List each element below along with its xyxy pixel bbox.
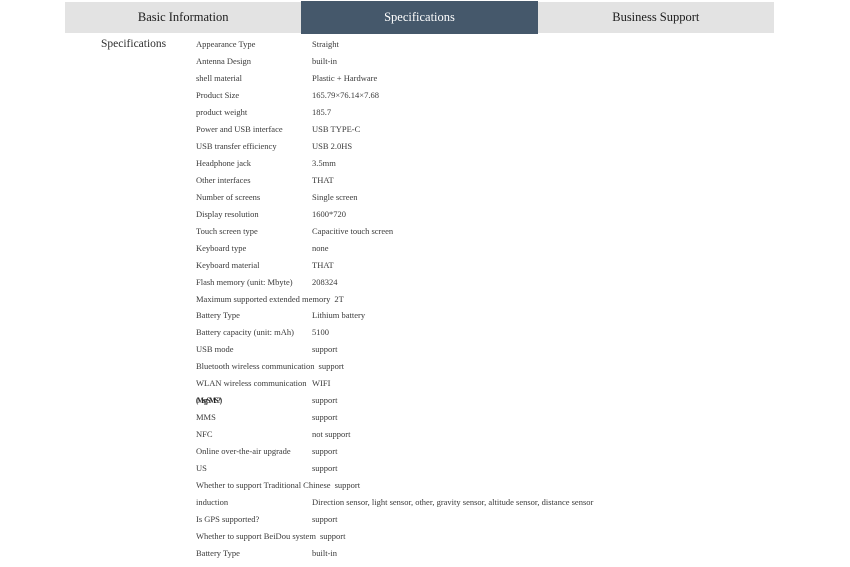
spec-label: NFC: [196, 429, 213, 440]
spec-label: US: [196, 462, 207, 473]
spec-row: [196, 510, 816, 527]
spec-value: 3.5mm: [312, 158, 336, 169]
spec-row: [196, 172, 816, 189]
spec-label: WLAN wireless communication: [196, 378, 307, 389]
spec-row: [196, 358, 816, 375]
spec-row: [196, 426, 816, 443]
spec-row: [196, 375, 816, 392]
spec-value: 5100: [312, 327, 329, 338]
spec-value: support: [312, 395, 338, 406]
spec-row: [196, 222, 816, 239]
spec-row: [196, 205, 816, 222]
spec-row: [196, 36, 816, 53]
spec-value: support: [312, 344, 338, 355]
spec-label: Headphone jack: [196, 158, 251, 169]
spec-row: [196, 87, 816, 104]
spec-label: Maximum supported extended memory: [196, 293, 331, 304]
spec-label: Keyboard material: [196, 259, 260, 270]
spec-value: Capacitive touch screen: [312, 225, 394, 236]
spec-row: [196, 290, 816, 307]
spec-row: [196, 544, 816, 561]
spec-label: Flash memory (unit: Mbyte): [196, 276, 293, 287]
spec-value: THAT: [312, 174, 334, 185]
spec-value: Plastic + Hardware: [312, 73, 378, 84]
spec-label: Bluetooth wireless communication: [196, 361, 315, 372]
spec-row: [196, 476, 816, 493]
spec-value: Single screen: [312, 191, 358, 202]
spec-label: Number of screens: [196, 191, 261, 202]
spec-label: Product Size: [196, 90, 240, 101]
spec-row: [196, 239, 816, 256]
spec-value: 165.79×76.14×7.68: [312, 90, 379, 101]
tab-basic-information[interactable]: Basic Information: [65, 2, 301, 33]
tab-bar: [65, 2, 774, 33]
spec-value: USB TYPE-C: [312, 124, 361, 135]
spec-value: support: [334, 479, 361, 490]
spec-label: product weight: [196, 107, 248, 118]
spec-row: [196, 409, 816, 426]
spec-row: [196, 104, 816, 121]
spec-row: [196, 324, 816, 341]
spec-value: support: [312, 462, 338, 473]
spec-value: 2T: [334, 293, 344, 304]
spec-row: [196, 138, 816, 155]
spec-row: [196, 155, 816, 172]
spec-label: Display resolution: [196, 208, 259, 219]
spec-value: support: [312, 513, 338, 524]
spec-label: induction: [196, 496, 229, 507]
spec-value: support: [318, 361, 345, 372]
spec-value: none: [312, 242, 329, 253]
spec-value: support: [312, 412, 338, 423]
spec-row: [196, 121, 816, 138]
spec-value: built-in: [312, 56, 338, 67]
spec-row: [196, 188, 816, 205]
spec-value: WIFI: [312, 378, 331, 389]
spec-row: [196, 53, 816, 70]
spec-row: [196, 70, 816, 87]
spec-value: THAT: [312, 259, 334, 270]
spec-label: Battery Type: [196, 310, 240, 321]
spec-value: 185.7: [312, 107, 332, 118]
spec-value: not support: [312, 429, 351, 440]
spec-label: Power and USB interface: [196, 124, 283, 135]
spec-row: [196, 459, 816, 476]
tab-specifications[interactable]: Specifications: [301, 1, 537, 34]
spec-row: [196, 273, 816, 290]
spec-label: (MsgSMS?): [196, 395, 221, 406]
spec-label: Online over-the-air upgrade: [196, 445, 291, 456]
spec-value: Lithium battery: [312, 310, 366, 321]
spec-label: USB mode: [196, 344, 234, 355]
spec-label: Battery Type: [196, 547, 240, 558]
spec-label: Is GPS supported?: [196, 513, 260, 524]
tab-business-support[interactable]: Business Support: [538, 2, 774, 33]
spec-value: support: [319, 530, 346, 541]
spec-table: [196, 36, 816, 561]
spec-value: USB 2.0HS: [312, 141, 353, 152]
section-label-specifications: Specifications: [101, 38, 167, 50]
spec-label: Keyboard type: [196, 242, 247, 253]
spec-label: Touch screen type: [196, 225, 258, 236]
spec-label: USB transfer efficiency: [196, 141, 277, 152]
spec-label: Antenna Design: [196, 56, 252, 67]
spec-value: support: [312, 445, 338, 456]
spec-value: Direction sensor, light sensor, other, gravity sensor, altitude sensor, distance sensor: [312, 496, 594, 507]
spec-row: [196, 341, 816, 358]
spec-row: [196, 443, 816, 460]
spec-row: [196, 392, 816, 409]
spec-label: Battery capacity (unit: mAh): [196, 327, 294, 338]
spec-value: Straight: [312, 39, 339, 50]
spec-label: Whether to support Traditional Chinese: [196, 479, 331, 490]
spec-value: 1600*720: [312, 208, 346, 219]
spec-label: shell material: [196, 73, 243, 84]
spec-value: 208324: [312, 276, 338, 287]
spec-row: [196, 527, 816, 544]
spec-row: [196, 493, 816, 510]
spec-value: built-in: [312, 547, 338, 558]
spec-label: Other interfaces: [196, 174, 251, 185]
spec-row: [196, 307, 816, 324]
spec-label: Appearance Type: [196, 39, 256, 50]
spec-row: [196, 256, 816, 273]
spec-label: MMS: [196, 412, 216, 423]
spec-label: Whether to support BeiDou system: [196, 530, 316, 541]
